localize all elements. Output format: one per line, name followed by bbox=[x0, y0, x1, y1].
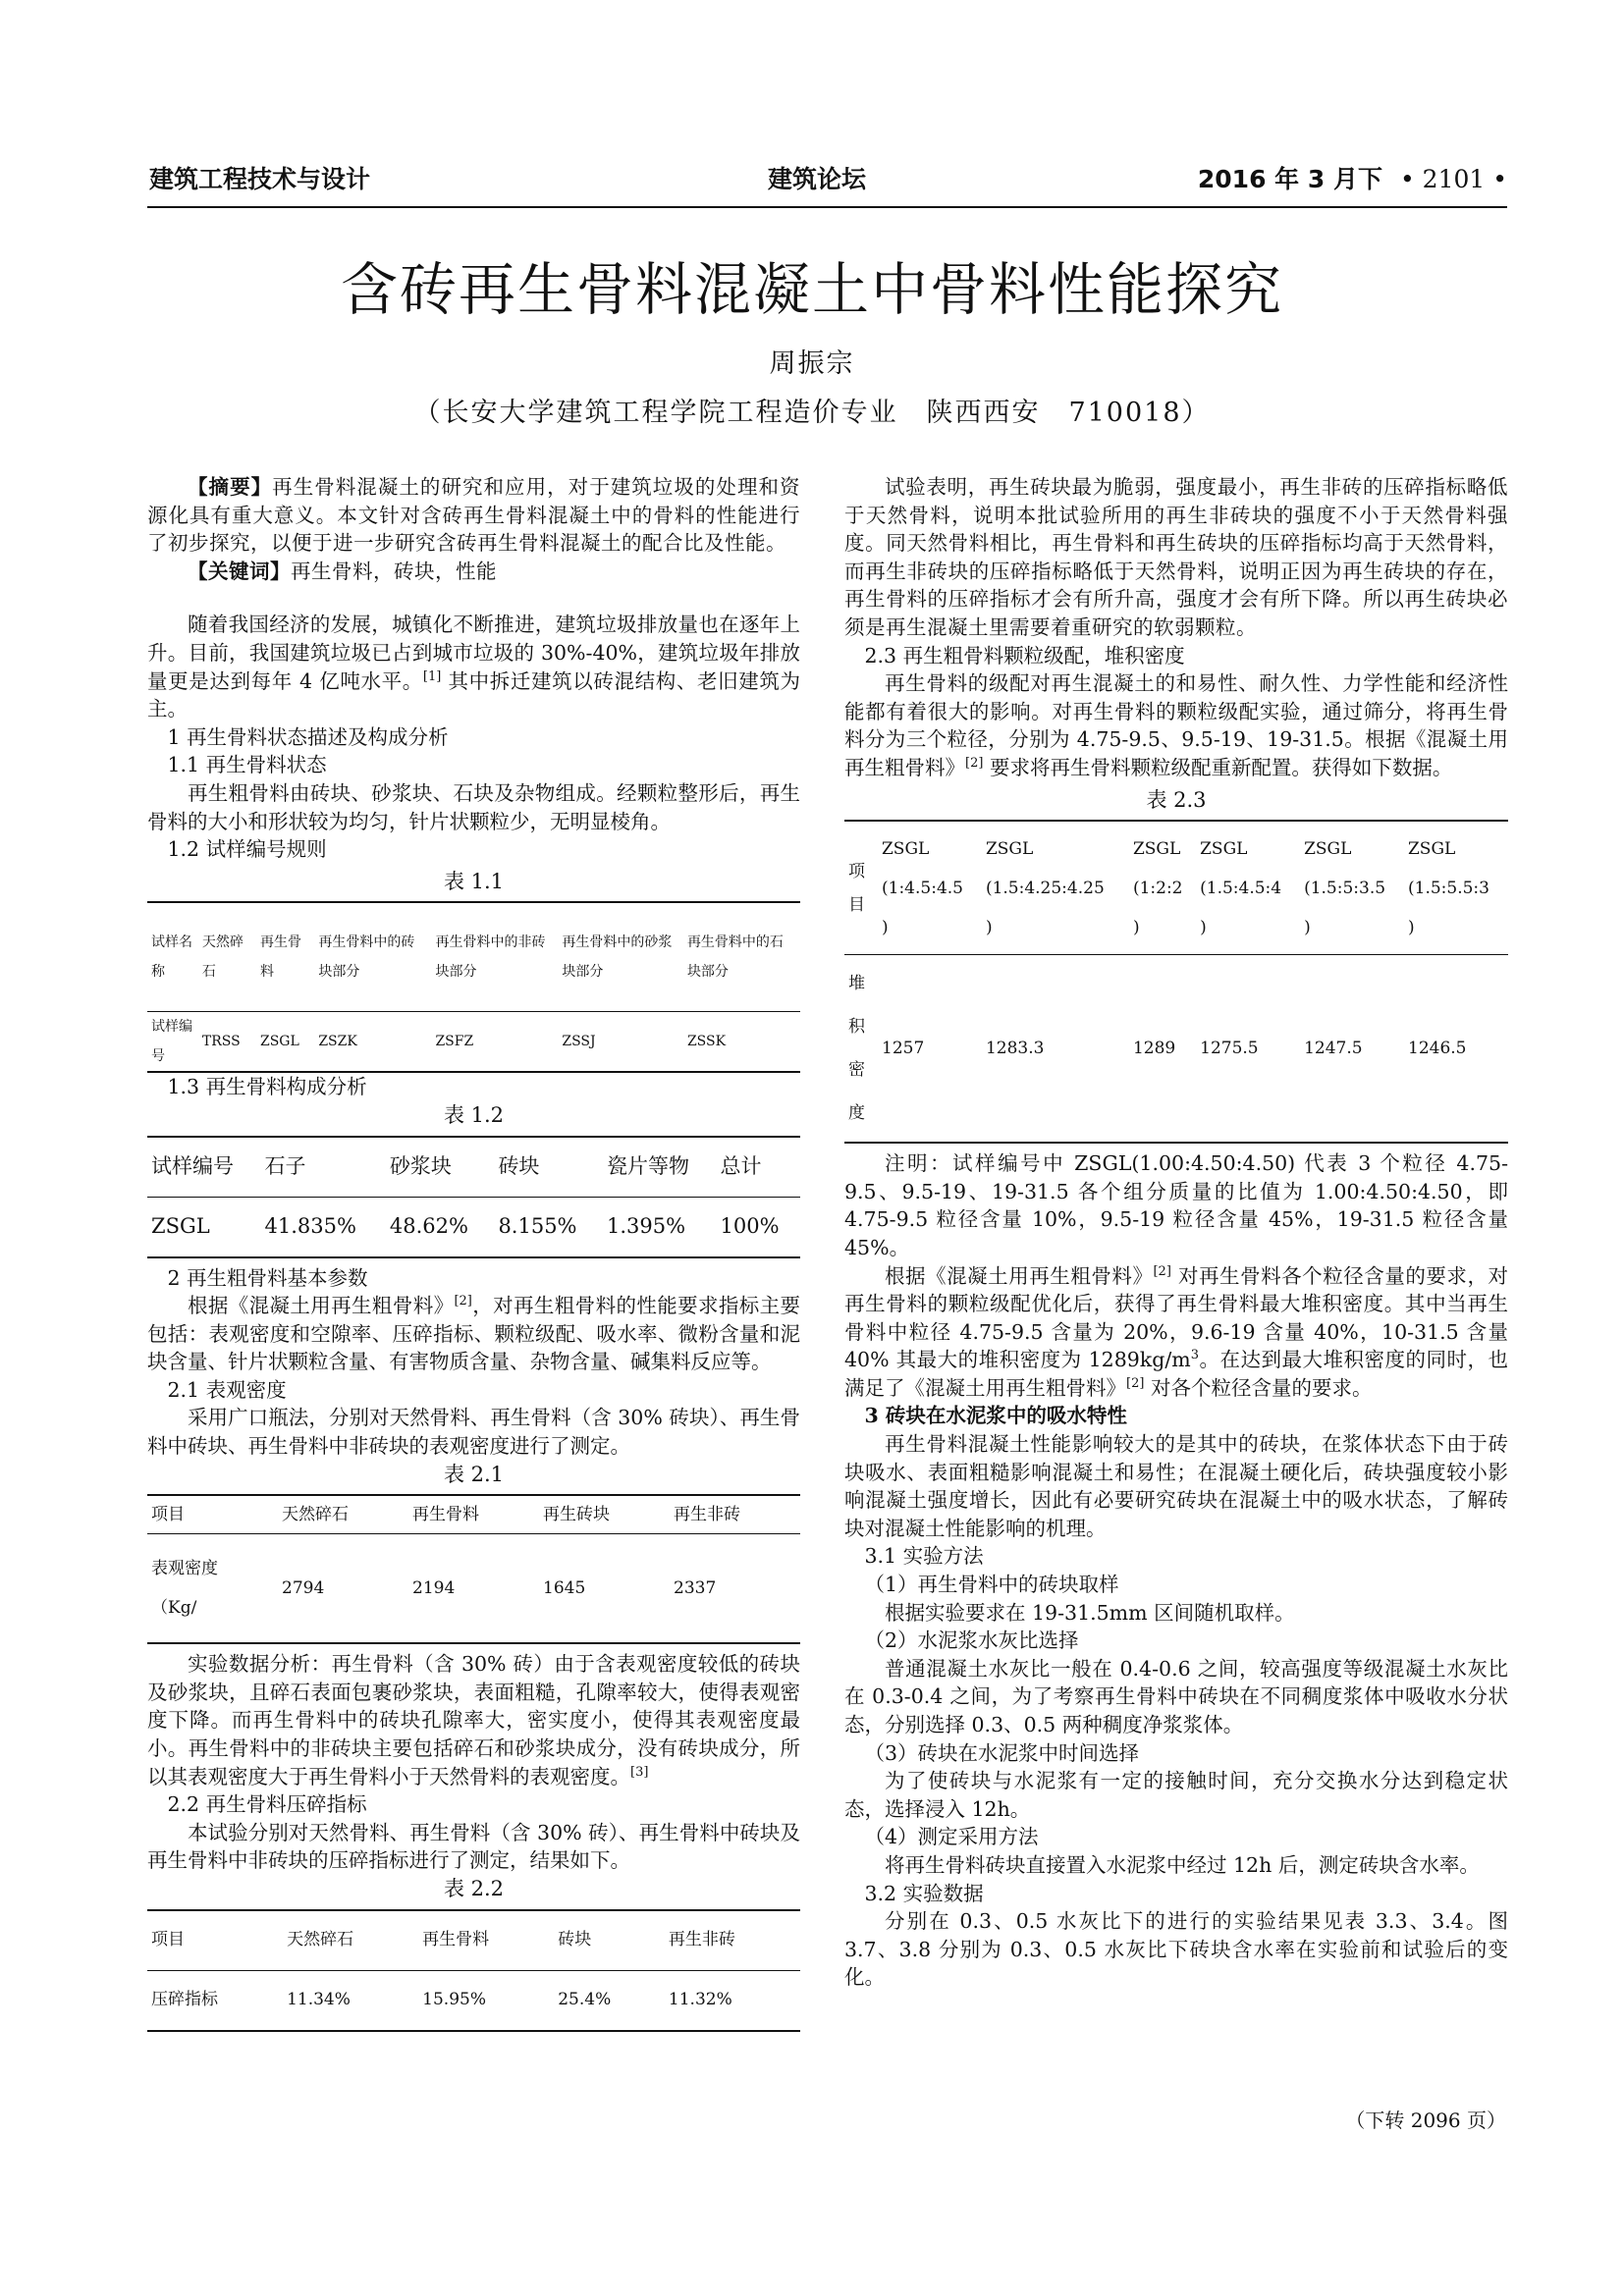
table-row bbox=[147, 1197, 800, 1257]
table-cell: 石子 bbox=[264, 1154, 306, 1179]
page-number: • 2101 • bbox=[1399, 165, 1507, 193]
table-cell: 再生骨料 bbox=[422, 1930, 490, 1950]
heading-2-1: 2.1 表观密度 bbox=[167, 1377, 287, 1402]
table-cell: 25.4% bbox=[558, 1990, 612, 2010]
heading-1-3: 1.3 再生骨料构成分析 bbox=[167, 1075, 367, 1099]
heading-1-1: 1.1 再生骨料状态 bbox=[167, 753, 327, 777]
table-cell: 再生骨料中的石块部分 bbox=[686, 934, 784, 981]
table-cell: ZSSJ bbox=[562, 1034, 596, 1050]
table-row-unit: （Kg/ bbox=[151, 1598, 197, 1619]
sample-code: ZSGL bbox=[882, 838, 930, 859]
table-cell: 1645 bbox=[543, 1577, 586, 1598]
article-title: 含砖再生骨料混凝土中骨料性能探究 bbox=[340, 256, 1283, 323]
table-row bbox=[147, 1910, 800, 1971]
table-cell: 再生骨料中的非砖块部分 bbox=[435, 934, 546, 981]
heading-3-1-3: （3）砖块在水泥浆中时间选择 bbox=[864, 1740, 1140, 1765]
table-cell: 2794 bbox=[282, 1577, 325, 1598]
heading-2: 2 再生粗骨料基本参数 bbox=[167, 1265, 368, 1290]
table-cell: 天然碎石 bbox=[201, 934, 244, 981]
table-cell: 1275.5 bbox=[1200, 1038, 1259, 1058]
table-row bbox=[147, 1012, 800, 1073]
table-cell: 2337 bbox=[674, 1577, 717, 1598]
table-cell: 再生非砖 bbox=[674, 1504, 740, 1524]
table-cell: 天然碎石 bbox=[287, 1930, 354, 1950]
keywords-text: 再生骨料，砖块，性能 bbox=[291, 559, 497, 583]
table-1-1 bbox=[147, 901, 800, 1073]
sample-ratio-close: ) bbox=[1132, 917, 1140, 937]
para-3-1-2: 普通混凝土水灰比一般在 0.4-0.6 之间，较高强度等级混凝土水灰比在 0.3-0.4 之间，为了考察再生骨料中砖块在不同稠度浆体中吸收水分状态，分别选择 0.3、0.5 两种稠度净浆浆体。 bbox=[844, 1656, 1508, 1736]
sample-ratio: (1:2:2 bbox=[1132, 878, 1183, 898]
table-cell: 1289 bbox=[1132, 1038, 1176, 1058]
heading-3-2: 3.2 实验数据 bbox=[864, 1881, 984, 1905]
table-cell bbox=[1196, 821, 1300, 955]
table-cell: 再生非砖 bbox=[668, 1930, 735, 1950]
para-3-2: 分别在 0.3、0.5 水灰比下的进行的实验结果见表 3.3、3.4。图 3.7、3.8 分别为 0.3、0.5 水灰比下砖块含水率在实验前和试验后的变化。 bbox=[844, 1909, 1508, 1990]
table-cell: ZSFZ bbox=[435, 1034, 474, 1050]
heading-1: 1 再生骨料状态描述及构成分析 bbox=[167, 724, 449, 749]
table-1-2-caption: 表 1.2 bbox=[443, 1102, 505, 1127]
table-cell: ZSSK bbox=[686, 1034, 727, 1050]
ref-1: [1] bbox=[422, 668, 442, 684]
heading-3-1-4: （4）测定采用方法 bbox=[864, 1825, 1039, 1849]
journal-name: 建筑工程技术与设计 bbox=[149, 165, 371, 193]
ref-2: [2] bbox=[454, 1294, 472, 1309]
table-row bbox=[147, 1534, 800, 1644]
para-r1: 试验表明，再生砖块最为脆弱，强度最小，再生非砖的压碎指标略低于天然骨料，说明本批试验所用的再生非砖块的强度不小于天然骨料强度。同天然骨料相比，再生骨料和再生砖块的压碎指标均高于天然骨料，而再生非砖块的压碎指标略低于天然骨料，说明正因为再生砖块的存在，再生骨料的压碎指标才会有所升高，强度才会有所下降。所以再生砖块必须是再生混凝土里需要着重研究的软弱颗粒。 bbox=[844, 475, 1508, 639]
table-1-1-caption: 表 1.1 bbox=[443, 869, 505, 893]
table-cell: 再生骨料 bbox=[412, 1504, 479, 1524]
table-cell bbox=[1404, 821, 1508, 955]
table-cell: 压碎指标 bbox=[151, 1990, 218, 2010]
table-cell: 再生砖块 bbox=[543, 1504, 610, 1524]
table-row bbox=[147, 1495, 800, 1534]
table-row bbox=[844, 955, 1508, 1144]
para-3-1-1: 根据实验要求在 19-31.5mm 区间随机取样。 bbox=[885, 1600, 1295, 1625]
para-r2-text-c: 。在达到最大堆积密度的同时，也满足了《混凝土用再生粗骨料》 bbox=[844, 1348, 1508, 1400]
table-cell: 11.32% bbox=[668, 1990, 732, 2010]
affiliation: （长安大学建筑工程学院工程造价专业 陕西西安 710018） bbox=[413, 398, 1211, 428]
table-cell: 项目 bbox=[151, 1930, 185, 1950]
para-r2-text-b: 对再生骨料各个粒径含量的要求，对再生骨料的颗粒级配优化后，获得了再生骨料最大堆积密度。其中当再生骨料中粒径 4.75-9.5 含量为 20%，9.6-19 含量 40%，10-31.5 含量 40% 其最大的堆积密度为 1289kg/m bbox=[844, 1263, 1509, 1372]
para-1-1: 再生粗骨料由砖块、砂浆块、石块及杂物组成。经颗粒整形后，再生骨料的大小和形状较为均匀，针片状颗粒少，无明显棱角。 bbox=[147, 780, 800, 833]
table-cell: 11.34% bbox=[287, 1990, 351, 2010]
para-r2-text: 根据《混凝土用再生粗骨料》 bbox=[885, 1263, 1154, 1288]
table-cell: 砂浆块 bbox=[389, 1154, 452, 1179]
table-cell: 再生骨料 bbox=[259, 934, 301, 981]
ref-2b: [2] bbox=[965, 756, 984, 772]
table-cell bbox=[1300, 821, 1404, 955]
abstract-label: 【摘要】 bbox=[188, 475, 273, 499]
sample-ratio-close: ) bbox=[882, 917, 889, 937]
para-2-1b-text: 实验数据分析：再生骨料（含 30% 砖）由于含表观密度较低的砖块及砂浆块，且碎石表面包裹砂浆块，表面粗糙，孔隙率较大，使得表观密度下降。而再生骨料中的砖块孔隙率大，密实度小，使得其表观密度最小。再生骨料中的非砖块主要包括碎石和砂浆块成分，没有砖块成分，所以其表观密度大于再生骨料小于天然骨料的表观密度。 bbox=[147, 1652, 800, 1789]
keywords bbox=[147, 558, 800, 586]
para-r2 bbox=[844, 1262, 1508, 1403]
para-2-text-tail: ，对再生粗骨料的性能要求指标主要包括：表观密度和空隙率、压碎指标、颗粒级配、吸水率、微粉含量和泥块含量、针片状颗粒含量、有害物质含量、杂物含量、碱集料反应等。 bbox=[147, 1294, 801, 1374]
para-3-1-3: 为了使砖块与水泥浆有一定的接触时间，充分交换水分达到稳定状态，选择浸入 12h。 bbox=[844, 1769, 1508, 1821]
sample-code: ZSGL bbox=[1132, 838, 1181, 859]
table-cell: 试样名称 bbox=[151, 934, 192, 981]
table-1-2 bbox=[147, 1136, 800, 1258]
intro-paragraph bbox=[147, 611, 800, 722]
table-cell: 天然碎石 bbox=[282, 1504, 349, 1524]
sample-ratio-close: ) bbox=[1408, 917, 1415, 937]
sample-ratio: (1.5:4.5:4 bbox=[1200, 878, 1282, 898]
table-cell: 1.395% bbox=[607, 1214, 686, 1239]
heading-3-1-1: （1）再生骨料中的砖块取样 bbox=[864, 1573, 1119, 1597]
continued-note: （下转 2096 页） bbox=[1345, 2109, 1506, 2132]
left-column bbox=[147, 473, 800, 2032]
sample-ratio: (1:4.5:4.5 bbox=[882, 878, 963, 898]
table-cell: 项目 bbox=[848, 861, 865, 915]
sample-code: ZSGL bbox=[985, 838, 1034, 859]
heading-3: 3 砖块在水泥浆中的吸水特性 bbox=[864, 1404, 1127, 1428]
table-cell: 砖块 bbox=[498, 1154, 540, 1179]
table-cell: 试样编号 bbox=[151, 1154, 234, 1179]
sample-ratio: (1.5:5:3.5 bbox=[1304, 878, 1386, 898]
intro-text: 随着我国经济的发展，城镇化不断推进，建筑垃圾排放量也在逐年上升。目前，我国建筑垃圾已占到城市垃圾的 30%-40%，建筑垃圾年排放量更是达到每年 4 亿吨水平。 bbox=[147, 613, 800, 693]
table-cell: 1257 bbox=[882, 1038, 925, 1058]
table-2-1 bbox=[147, 1494, 800, 1644]
issue-info bbox=[1198, 160, 1507, 195]
table-cell: 堆积密度 bbox=[848, 974, 865, 1124]
table-cell: 项目 bbox=[151, 1504, 185, 1524]
ref-2d: [2] bbox=[1126, 1376, 1145, 1392]
table-2-3 bbox=[844, 820, 1508, 1144]
intro-text-tail: 其中拆迁建筑以砖混结构、老旧建筑为主。 bbox=[147, 668, 800, 721]
abstract bbox=[147, 473, 800, 558]
para-2 bbox=[147, 1292, 800, 1376]
table-row bbox=[147, 902, 800, 1012]
header-rule bbox=[147, 206, 1507, 208]
table-cell: 2194 bbox=[412, 1577, 456, 1598]
table-cell: ZSZK bbox=[318, 1034, 357, 1050]
superscript-3: 3 bbox=[1190, 1348, 1199, 1363]
table-2-2 bbox=[147, 1909, 800, 2032]
table-row-label: 表观密度 bbox=[151, 1559, 218, 1579]
table-2-3-note: 注明：试样编号中 ZSGL(1.00:4.50:4.50) 代表 3 个粒径 4.75-9.5、9.5-19、19-31.5 各个组分质量的比值为 1.00:4.50:4.50，即 4.75-9.5 粒径含量 10%，9.5-19 粒径含量 45%，19-31.5 粒径含量 45%。 bbox=[844, 1151, 1508, 1259]
heading-2-2: 2.2 再生骨料压碎指标 bbox=[167, 1792, 367, 1817]
para-3-1-4: 将再生骨料砖块直接置入水泥浆中经过 12h 后，测定砖块含水率。 bbox=[885, 1852, 1480, 1877]
table-cell bbox=[147, 1534, 278, 1644]
table-cell: 1283.3 bbox=[985, 1038, 1045, 1058]
sample-ratio: (1.5:4.25:4.25 bbox=[985, 878, 1105, 898]
sample-ratio-close: ) bbox=[1304, 917, 1311, 937]
table-cell: 1246.5 bbox=[1408, 1038, 1467, 1058]
para-2-3 bbox=[844, 669, 1508, 781]
table-2-2-caption: 表 2.2 bbox=[443, 1877, 505, 1900]
para-3: 再生骨料混凝土性能影响较大的是其中的砖块，在浆体状态下由于砖块吸水、表面粗糙影响混凝土和易性；在混凝土硬化后，砖块强度较小影响混凝土强度增长，因此有必要研究砖块在混凝土中的吸水状态，了解砖块对混凝土性能影响的机理。 bbox=[844, 1432, 1508, 1540]
table-cell: TRSS bbox=[201, 1034, 241, 1050]
sample-code: ZSGL bbox=[1408, 838, 1456, 859]
table-cell: 砖块 bbox=[558, 1930, 592, 1950]
table-cell: 再生骨料中的砖块部分 bbox=[318, 934, 415, 981]
table-cell: 再生骨料中的砂浆块部分 bbox=[562, 934, 673, 981]
ref-2c: [2] bbox=[1153, 1263, 1171, 1279]
right-column bbox=[844, 473, 1508, 1992]
para-2-2: 本试验分别对天然骨料、再生骨料（含 30% 砖）、再生骨料中砖块及再生骨料中非砖块的压碎指标进行了测定，结果如下。 bbox=[147, 1820, 800, 1873]
table-cell: 试样编号 bbox=[151, 1019, 192, 1065]
table-row bbox=[147, 1137, 800, 1198]
table-cell: 总计 bbox=[720, 1154, 762, 1179]
table-cell: 1247.5 bbox=[1304, 1038, 1363, 1058]
table-cell: 48.62% bbox=[389, 1214, 468, 1239]
table-cell: 15.95% bbox=[422, 1990, 486, 2010]
running-header bbox=[147, 160, 1507, 207]
para-2-text: 根据《混凝土用再生粗骨料》 bbox=[188, 1294, 455, 1318]
heading-2-3: 2.3 再生粗骨料颗粒级配，堆积密度 bbox=[864, 643, 1185, 667]
sample-ratio: (1.5:5.5:3 bbox=[1408, 878, 1489, 898]
issue-date: 2016 年 3 月下 bbox=[1197, 165, 1382, 193]
table-cell bbox=[1129, 821, 1196, 955]
table-cell: ZSGL bbox=[151, 1214, 210, 1239]
ref-3: [3] bbox=[630, 1764, 649, 1780]
table-row bbox=[147, 1970, 800, 2031]
table-cell bbox=[878, 821, 982, 955]
section-name: 建筑论坛 bbox=[768, 165, 867, 193]
table-cell: 瓷片等物 bbox=[607, 1154, 690, 1179]
sample-ratio-close: ) bbox=[1200, 917, 1207, 937]
sample-code: ZSGL bbox=[1200, 838, 1248, 859]
sample-ratio-close: ) bbox=[985, 917, 993, 937]
para-2-1b bbox=[147, 1650, 800, 1790]
heading-3-1-2: （2）水泥浆水灰比选择 bbox=[864, 1629, 1079, 1653]
table-cell bbox=[982, 821, 1129, 955]
sample-code: ZSGL bbox=[1304, 838, 1352, 859]
para-2-1: 采用广口瓶法，分别对天然骨料、再生骨料（含 30% 砖块）、再生骨料中砖块、再生骨料中非砖块的表观密度进行了测定。 bbox=[147, 1406, 800, 1459]
table-cell: ZSGL bbox=[259, 1034, 299, 1050]
table-cell: 41.835% bbox=[264, 1214, 356, 1239]
table-2-1-caption: 表 2.1 bbox=[443, 1462, 505, 1486]
keywords-label: 【关键词】 bbox=[188, 559, 291, 583]
para-2-3-text: 再生骨料的级配对再生混凝土的和易性、耐久性、力学性能和经济性能都有着很大的影响。对再生骨料的颗粒级配实验，通过筛分，将再生骨料分为三个粒径，分别为 4.75-9.5、9.5-19、19-31.5。根据《混凝土用再生粗骨料》 bbox=[844, 671, 1508, 779]
para-2-3-text-tail: 要求将再生骨料颗粒级配重新配置。获得如下数据。 bbox=[983, 755, 1453, 779]
heading-1-2: 1.2 试样编号规则 bbox=[167, 837, 327, 862]
para-r2-text-d: 对各个粒径含量的要求。 bbox=[1144, 1375, 1373, 1400]
abstract-text: 再生骨料混凝土的研究和应用，对于建筑垃圾的处理和资源化具有重大意义。本文针对含砖再生骨料混凝土中的骨料的性能进行了初步探究，以便于进一步研究含砖再生骨料混凝土的配合比及性能。 bbox=[147, 475, 801, 556]
table-2-3-caption: 表 2.3 bbox=[1146, 787, 1207, 812]
table-row bbox=[844, 821, 1508, 955]
heading-3-1: 3.1 实验方法 bbox=[864, 1544, 984, 1569]
table-cell: 100% bbox=[720, 1214, 780, 1239]
table-cell: 8.155% bbox=[498, 1214, 577, 1239]
author: 周振宗 bbox=[769, 348, 855, 379]
